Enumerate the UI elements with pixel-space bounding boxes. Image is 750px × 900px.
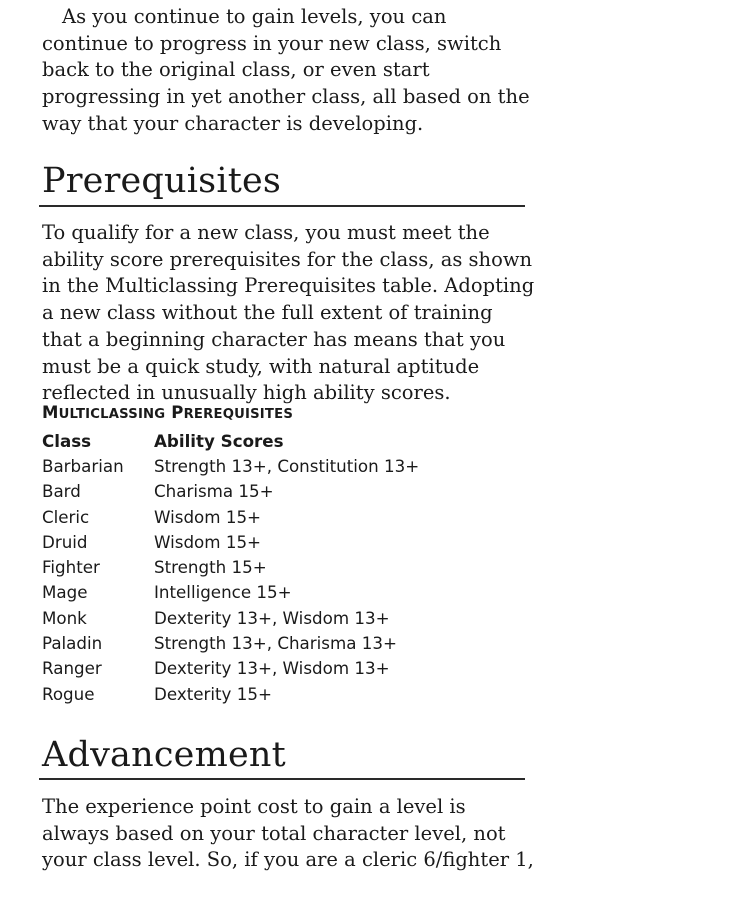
table-row [42, 453, 419, 478]
ability-cell: Strength 13+, Constitution 13+ [154, 455, 420, 476]
class-cell: Ranger [42, 658, 102, 679]
prereq-line: To qualify for a new class, you must meet the [42, 221, 490, 244]
header-ability-scores: Ability Scores [154, 430, 284, 451]
class-cell: Cleric [42, 506, 90, 527]
advancement-heading: Advancement [42, 735, 286, 775]
prereq-line: that a beginning character has means that you [42, 327, 506, 351]
prereq-line: must be a quick study, with natural aptitude [42, 354, 480, 378]
prerequisites-paragraph [42, 220, 534, 407]
intro-line: As you continue to gain levels, you can [62, 5, 447, 28]
intro-line: way that your character is developing. [42, 111, 424, 135]
intro-paragraph [42, 4, 530, 138]
advancement-line: always based on your total character level, not [42, 821, 506, 845]
ability-cell: Intelligence 15+ [154, 582, 292, 603]
class-cell: Druid [42, 531, 88, 552]
table-row [42, 529, 419, 554]
table-row [42, 479, 419, 504]
prerequisites-table [42, 428, 419, 706]
class-cell: Fighter [42, 557, 100, 578]
table-row [42, 681, 419, 706]
table-row [42, 554, 419, 579]
ability-cell: Dexterity 15+ [154, 683, 272, 704]
table-row [42, 656, 419, 681]
intro-line: progressing in yet another class, all based on the [42, 85, 530, 109]
class-cell: Rogue [42, 683, 95, 704]
advancement-paragraph [42, 794, 534, 874]
table-title: MULTICLASSING PREREQUISITES [42, 403, 294, 422]
prereq-line: a new class without the full extent of training [42, 301, 493, 325]
prereq-line: in the Multiclassing Prerequisites table. Adopting [42, 274, 535, 298]
advancement-line: The experience point cost to gain a level is [42, 795, 466, 818]
table-row [42, 580, 419, 605]
ability-cell: Dexterity 13+, Wisdom 13+ [154, 607, 390, 628]
class-cell: Bard [42, 481, 81, 502]
table-row [42, 630, 419, 655]
class-cell: Paladin [42, 633, 103, 654]
ability-cell: Dexterity 13+, Wisdom 13+ [154, 658, 390, 679]
ability-cell: Wisdom 15+ [154, 531, 262, 552]
prerequisites-heading: Prerequisites [42, 161, 282, 201]
class-cell: Barbarian [42, 455, 124, 476]
intro-line: back to the original class, or even start [42, 58, 430, 82]
table-header-row [42, 428, 419, 453]
heading-rule [39, 205, 525, 207]
prereq-line: reflected in unusually high ability scores. [42, 381, 451, 405]
advancement-line: your class level. So, if you are a cleric 6/fighter 1, [42, 848, 534, 872]
table-row [42, 504, 419, 529]
heading-rule [39, 778, 525, 780]
ability-cell: Wisdom 15+ [154, 506, 262, 527]
ability-cell: Strength 13+, Charisma 13+ [154, 633, 397, 654]
header-class: Class [42, 430, 92, 451]
intro-line: continue to progress in your new class, switch [42, 31, 502, 55]
table-row [42, 605, 419, 630]
class-cell: Mage [42, 582, 88, 603]
ability-cell: Strength 15+ [154, 557, 267, 578]
class-cell: Monk [42, 607, 87, 628]
ability-cell: Charisma 15+ [154, 481, 274, 502]
prereq-line: ability score prerequisites for the class, as shown [42, 247, 533, 271]
